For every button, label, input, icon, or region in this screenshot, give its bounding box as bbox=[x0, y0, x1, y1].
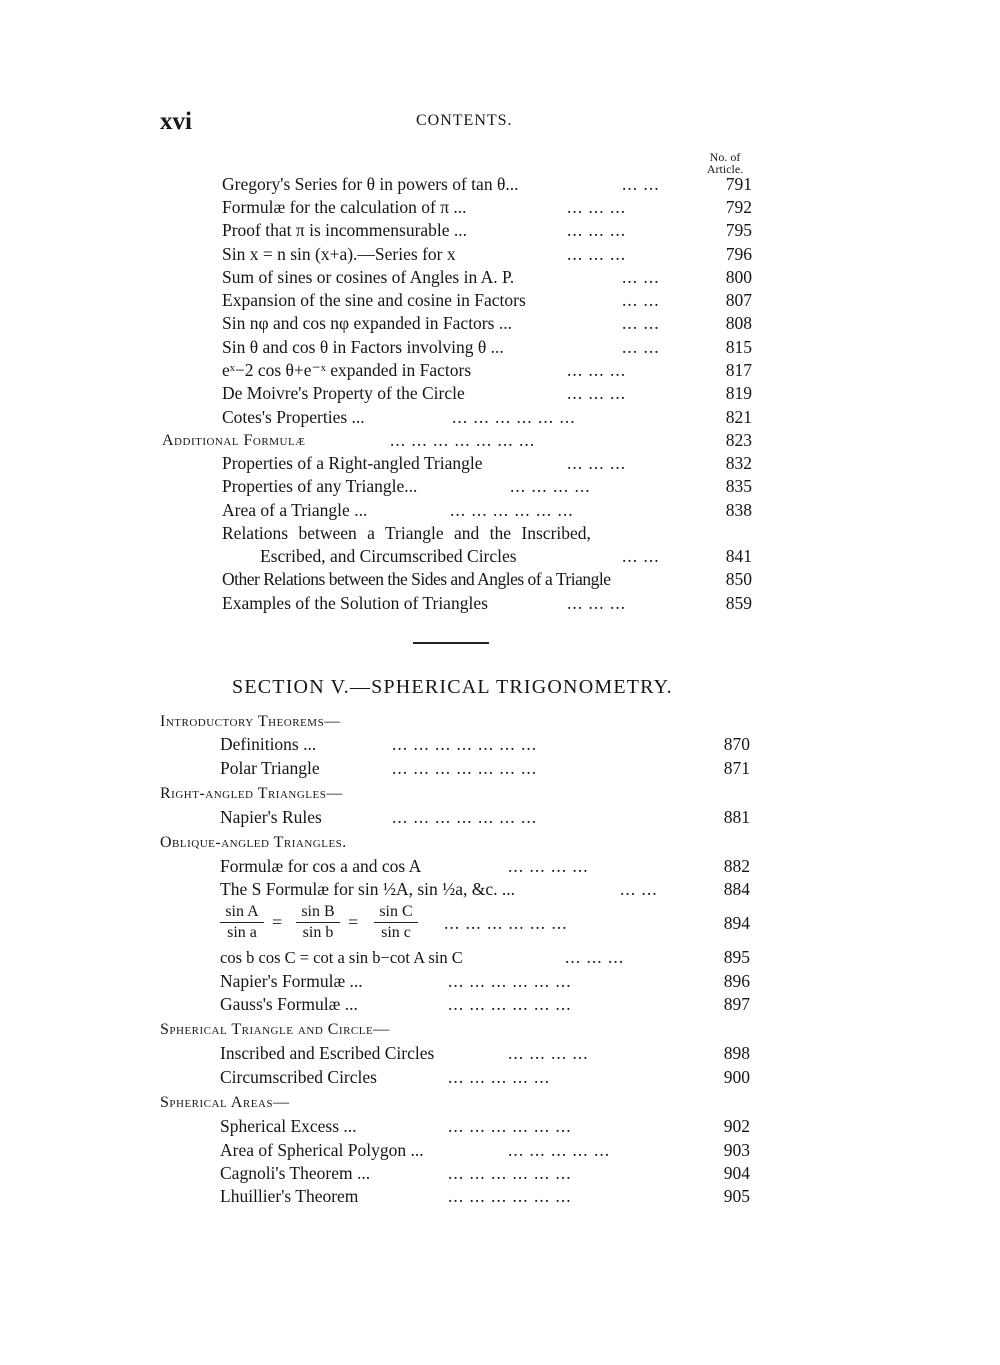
dot-leader: ... ... ... ... ... ... ... bbox=[392, 734, 538, 754]
article-number: 815 bbox=[725, 337, 752, 357]
article-number: 870 bbox=[723, 734, 750, 754]
toc-entry bbox=[222, 243, 752, 266]
toc-entry bbox=[222, 592, 752, 615]
entry-title: Sin nφ and cos nφ expanded in Factors ... bbox=[222, 313, 512, 333]
toc-entry bbox=[220, 1042, 750, 1065]
entry-title-continued: Escribed, and Circumscribed Circles bbox=[260, 546, 517, 566]
toc-entry bbox=[222, 406, 752, 429]
article-number: 832 bbox=[725, 453, 752, 473]
dot-leader: ... ... ... ... ... ... bbox=[448, 1186, 572, 1206]
group-heading: Oblique-angled Triangles. bbox=[160, 834, 347, 851]
numerator: sin A bbox=[220, 902, 264, 923]
toc-entry bbox=[222, 219, 752, 242]
toc-entry bbox=[220, 1066, 750, 1089]
group-heading: Spherical Triangle and Circle— bbox=[160, 1021, 390, 1038]
numerator: sin B bbox=[296, 902, 340, 923]
entry-title: Area of Spherical Polygon ... bbox=[220, 1140, 424, 1160]
group-heading: Spherical Areas— bbox=[160, 1094, 290, 1111]
article-number: 905 bbox=[723, 1186, 750, 1206]
article-number: 841 bbox=[725, 546, 752, 566]
article-number: 792 bbox=[725, 197, 752, 217]
section-title: SECTION V.—SPHERICAL TRIGONOMETRY. bbox=[232, 676, 673, 698]
toc-entry bbox=[222, 359, 752, 382]
entry-title: Circumscribed Circles bbox=[220, 1067, 377, 1087]
dot-leader: ... ... bbox=[622, 290, 660, 310]
article-number: 884 bbox=[723, 879, 750, 899]
article-number: 898 bbox=[723, 1043, 750, 1063]
entry-title: eˣ−2 cos θ+e⁻ˣ expanded in Factors bbox=[222, 360, 472, 380]
article-number: 791 bbox=[725, 174, 752, 194]
group-title: Additional Formulæ bbox=[162, 432, 306, 449]
entry-title: Cagnoli's Theorem ... bbox=[220, 1163, 371, 1183]
article-number: 795 bbox=[725, 220, 752, 240]
article-number: 850 bbox=[725, 569, 752, 589]
denominator: sin c bbox=[381, 924, 411, 941]
toc-entry-line bbox=[222, 522, 752, 545]
entry-title: Formulæ for cos a and cos A bbox=[220, 856, 422, 876]
toc-entry bbox=[220, 946, 750, 969]
column-heading bbox=[700, 151, 750, 175]
article-number: 881 bbox=[723, 807, 750, 827]
toc-entry bbox=[222, 545, 752, 568]
article-number: 859 bbox=[725, 593, 752, 613]
toc-entry bbox=[220, 806, 750, 829]
entry-title: Cotes's Properties ... bbox=[222, 407, 365, 427]
toc-entry bbox=[222, 266, 752, 289]
dot-leader: ... ... ... bbox=[567, 453, 627, 473]
toc-entry bbox=[220, 855, 750, 878]
dot-leader: ... ... ... bbox=[567, 197, 627, 217]
dot-leader: ... ... ... bbox=[567, 244, 627, 264]
denominator: sin a bbox=[227, 924, 257, 941]
dot-leader: ... ... bbox=[622, 337, 660, 357]
page-number: xvi bbox=[160, 108, 192, 135]
entry-title: Gregory's Series for θ in powers of tan θ... bbox=[222, 174, 519, 194]
dot-leader: ... ... ... ... ... ... bbox=[448, 994, 572, 1014]
toc-entry bbox=[220, 1115, 750, 1138]
toc-entry bbox=[220, 970, 750, 993]
article-number: 819 bbox=[725, 383, 752, 403]
page-header bbox=[160, 108, 750, 138]
entry-title: Spherical Excess ... bbox=[220, 1116, 357, 1136]
entry-title: Lhuillier's Theorem bbox=[220, 1186, 359, 1206]
article-number: 903 bbox=[723, 1140, 750, 1160]
dot-leader: ... ... bbox=[620, 879, 658, 899]
dot-leader: ... ... ... ... ... ... bbox=[448, 971, 572, 991]
article-number: 817 bbox=[725, 360, 752, 380]
toc-entry bbox=[220, 993, 750, 1016]
entry-title: Gauss's Formulæ ... bbox=[220, 994, 358, 1014]
entry-title: Expansion of the sine and cosine in Factors bbox=[222, 290, 526, 310]
dot-leader: ... ... ... ... ... bbox=[508, 1140, 611, 1160]
toc-entry bbox=[220, 1139, 750, 1162]
equals-sign: = bbox=[348, 912, 359, 932]
entry-title: Examples of the Solution of Triangles bbox=[222, 593, 488, 613]
article-number: 894 bbox=[723, 913, 750, 933]
dot-leader: ... ... ... bbox=[567, 360, 627, 380]
toc-entry bbox=[222, 196, 752, 219]
article-number: 835 bbox=[725, 476, 752, 496]
numerator: sin C bbox=[374, 902, 418, 923]
entry-title: Relations between a Triangle and the Inscribed, bbox=[222, 523, 591, 543]
article-number: 796 bbox=[725, 244, 752, 264]
entry-title: Sum of sines or cosines of Angles in A. P. bbox=[222, 267, 515, 287]
toc-entry bbox=[222, 173, 752, 196]
dot-leader: ... ... ... ... bbox=[508, 856, 589, 876]
dot-leader: ... ... ... ... ... ... bbox=[448, 1163, 572, 1183]
entry-title: Definitions ... bbox=[220, 734, 317, 754]
toc-entry bbox=[220, 1185, 750, 1208]
entry-title: Sin θ and cos θ in Factors involving θ ... bbox=[222, 337, 504, 357]
entry-title: De Moivre's Property of the Circle bbox=[222, 383, 465, 403]
entry-title: Area of a Triangle ... bbox=[222, 500, 368, 520]
dot-leader: ... ... ... ... ... ... bbox=[452, 407, 576, 427]
toc-entry bbox=[220, 878, 750, 901]
article-number: 807 bbox=[725, 290, 752, 310]
article-number: 895 bbox=[723, 947, 750, 967]
article-number: 800 bbox=[725, 267, 752, 287]
dot-leader: ... ... ... bbox=[565, 947, 625, 967]
toc-entry bbox=[222, 382, 752, 405]
article-number: 882 bbox=[723, 856, 750, 876]
article-number: 821 bbox=[725, 407, 752, 427]
entry-title: Properties of any Triangle... bbox=[222, 476, 418, 496]
toc-entry bbox=[220, 912, 750, 935]
column-heading-line: No. of bbox=[709, 150, 741, 164]
dot-leader: ... ... ... ... bbox=[508, 1043, 589, 1063]
entry-title: Sin x = n sin (x+a).—Series for x bbox=[222, 244, 456, 264]
article-number: 871 bbox=[723, 758, 750, 778]
dot-leader: ... ... bbox=[622, 174, 660, 194]
article-number: 897 bbox=[723, 994, 750, 1014]
article-number: 808 bbox=[725, 313, 752, 333]
dot-leader: ... ... ... ... ... ... ... bbox=[392, 807, 538, 827]
entry-title: Napier's Formulæ ... bbox=[220, 971, 363, 991]
running-title: CONTENTS. bbox=[416, 112, 513, 129]
dot-leader: ... ... ... bbox=[567, 383, 627, 403]
dot-leader: ... ... bbox=[622, 313, 660, 333]
dot-leader: ... ... bbox=[622, 267, 660, 287]
toc-entry bbox=[220, 733, 750, 756]
article-number: 902 bbox=[723, 1116, 750, 1136]
toc-entry bbox=[222, 452, 752, 475]
entry-title: Napier's Rules bbox=[220, 807, 322, 827]
dot-leader: ... ... bbox=[622, 546, 660, 566]
dot-leader: ... ... ... ... ... ... bbox=[444, 913, 568, 933]
toc-entry bbox=[222, 568, 752, 591]
entry-title: Properties of a Right-angled Triangle bbox=[222, 453, 483, 473]
toc-entry bbox=[222, 289, 752, 312]
toc-entry bbox=[222, 336, 752, 359]
entry-title: Proof that π is incommensurable ... bbox=[222, 220, 468, 240]
dot-leader: ... ... ... ... ... ... bbox=[448, 1116, 572, 1136]
article-number: 838 bbox=[725, 500, 752, 520]
entry-title: Inscribed and Escribed Circles bbox=[220, 1043, 435, 1063]
entry-title: The S Formulæ for sin ½A, sin ½a, &c. ... bbox=[220, 879, 516, 899]
entry-title: Other Relations between the Sides and Angles of a Triangle bbox=[222, 569, 611, 589]
toc-group-heading bbox=[162, 429, 752, 452]
entry-title: cos b cos C = cot a sin b−cot A sin C bbox=[220, 948, 463, 967]
equals-sign: = bbox=[272, 912, 283, 932]
toc-entry bbox=[220, 757, 750, 780]
dot-leader: ... ... ... ... bbox=[510, 476, 591, 496]
dot-leader: ... ... ... ... ... ... ... bbox=[392, 758, 538, 778]
denominator: sin b bbox=[302, 924, 334, 941]
toc-entry bbox=[220, 1162, 750, 1185]
dot-leader: ... ... ... ... ... ... ... bbox=[390, 430, 536, 450]
toc-entry bbox=[222, 499, 752, 522]
entry-title: Formulæ for the calculation of π ... bbox=[222, 197, 467, 217]
entry-title: Polar Triangle bbox=[220, 758, 320, 778]
dot-leader: ... ... ... bbox=[567, 593, 627, 613]
group-heading: Right-angled Triangles— bbox=[160, 785, 343, 802]
dot-leader: ... ... ... bbox=[567, 220, 627, 240]
dot-leader: ... ... ... ... ... ... bbox=[450, 500, 574, 520]
column-heading-line: Article. bbox=[706, 162, 744, 176]
section-divider bbox=[413, 642, 489, 644]
article-number: 896 bbox=[723, 971, 750, 991]
article-number: 900 bbox=[723, 1067, 750, 1087]
dot-leader: ... ... ... ... ... bbox=[448, 1067, 551, 1087]
article-number: 823 bbox=[725, 430, 752, 450]
article-number: 904 bbox=[723, 1163, 750, 1183]
group-heading: Introductory Theorems— bbox=[160, 713, 341, 730]
toc-entry bbox=[222, 475, 752, 498]
toc-entry bbox=[222, 312, 752, 335]
